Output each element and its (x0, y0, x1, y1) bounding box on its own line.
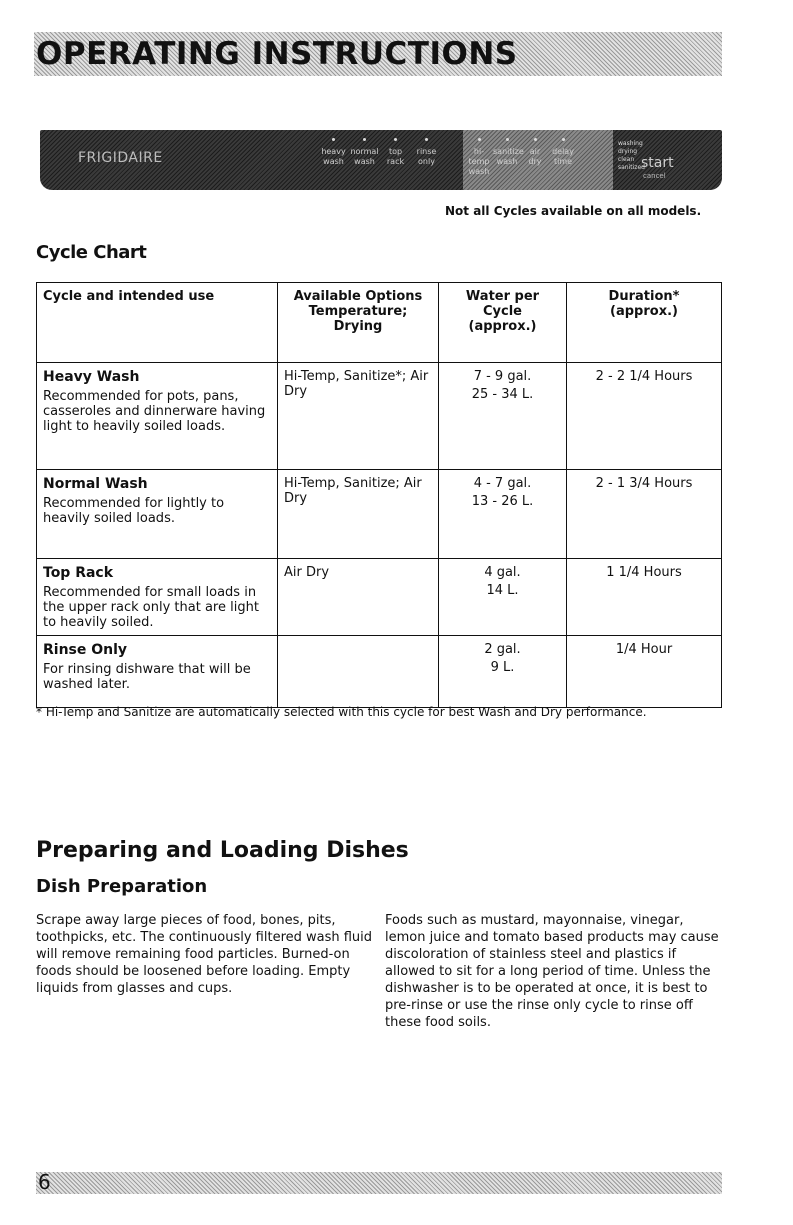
water-cell: 4 - 7 gal. 13 - 26 L. (439, 470, 567, 559)
panel-button-top-rack: top rack (380, 138, 411, 167)
cycle-cell: Heavy Wash Recommended for pots, pans, casseroles and dinnerware having light to heavily soiled loads. (37, 363, 278, 470)
cycle-cell: Normal Wash Recommended for lightly to heavily soiled loads. (37, 470, 278, 559)
panel-button-rinse-only: rinse only (411, 138, 442, 167)
cycle-chart-title: Cycle Chart (36, 242, 147, 263)
options-cell: Air Dry (278, 559, 439, 636)
paragraph-left: Scrape away large pieces of food, bones, pits, toothpicks, etc. The continuously filtered wash fluid will remove remaining food particles. Burned-on foods should be loosened before loading. Empty liquids from glasses and cups. (36, 913, 373, 996)
panel-button-normal-wash: normal wash (349, 138, 380, 167)
control-panel-illustration (40, 130, 722, 190)
table-row (37, 559, 722, 636)
panel-button-air-dry: air dry (521, 138, 549, 177)
panel-button-hi-temp: hi-temp wash (465, 138, 493, 177)
status-washing: washing (618, 140, 643, 147)
status-clean: clean (618, 156, 635, 163)
indicator-light-icon (332, 138, 335, 141)
cycle-button-group (318, 138, 442, 167)
duration-cell: 1 1/4 Hours (567, 559, 722, 636)
table-footnote: * Hi-Temp and Sanitize are automatically selected with this cycle for best Wash and Dry performance. (36, 705, 647, 719)
table-row (37, 470, 722, 559)
header-cycle: Cycle and intended use (37, 283, 278, 363)
paragraph-right: Foods such as mustard, mayonnaise, vinegar, lemon juice and tomato based products may cause discoloration of stainless steel and plastics if allowed to sit for a long period of time. Unless the dishwasher is to be operated at once, it is best to pre-rinse or use the rinse only cycle to rinse off these food soils. (385, 913, 719, 1030)
status-sanitized: sanitized (618, 164, 645, 171)
option-button-group (465, 138, 577, 177)
section-title: Preparing and Loading Dishes (36, 838, 409, 863)
cycle-chart-table (36, 282, 722, 708)
header-duration: Duration* (approx.) (567, 283, 722, 363)
options-cell: Hi-Temp, Sanitize*; Air Dry (278, 363, 439, 470)
panel-button-heavy-wash: heavy wash (318, 138, 349, 167)
water-cell: 2 gal. 9 L. (439, 636, 567, 708)
brand-logo: FRIGIDAIRE (78, 150, 163, 166)
page-title: OPERATING INSTRUCTIONS (36, 36, 518, 72)
duration-cell: 2 - 1 3/4 Hours (567, 470, 722, 559)
indicator-light-icon (534, 138, 537, 141)
indicator-light-icon (394, 138, 397, 141)
table-row (37, 363, 722, 470)
footer-band (36, 1172, 722, 1194)
models-note: Not all Cycles available on all models. (445, 204, 702, 218)
water-cell: 4 gal. 14 L. (439, 559, 567, 636)
indicator-light-icon (562, 138, 565, 141)
panel-button-start: start (641, 155, 674, 171)
cycle-cell: Top Rack Recommended for small loads in the upper rack only that are light to heavily soiled. (37, 559, 278, 636)
header-water: Water per Cycle (approx.) (439, 283, 567, 363)
indicator-light-icon (363, 138, 366, 141)
table-row (37, 636, 722, 708)
status-drying: drying (618, 148, 638, 155)
indicator-light-icon (425, 138, 428, 141)
page-number: 6 (38, 1170, 51, 1194)
water-cell: 7 - 9 gal. 25 - 34 L. (439, 363, 567, 470)
panel-button-delay-time: delay time (549, 138, 577, 177)
header-options: Available Options Temperature; Drying (278, 283, 439, 363)
panel-button-sanitize: sanitize wash (493, 138, 521, 177)
cycle-cell: Rinse Only For rinsing dishware that will be washed later. (37, 636, 278, 708)
options-cell: Hi-Temp, Sanitize; Air Dry (278, 470, 439, 559)
duration-cell: 2 - 2 1/4 Hours (567, 363, 722, 470)
indicator-light-icon (506, 138, 509, 141)
panel-label-cancel: cancel (643, 172, 666, 180)
duration-cell: 1/4 Hour (567, 636, 722, 708)
subsection-title: Dish Preparation (36, 876, 208, 897)
table-header-row (37, 283, 722, 363)
indicator-light-icon (478, 138, 481, 141)
options-cell (278, 636, 439, 708)
